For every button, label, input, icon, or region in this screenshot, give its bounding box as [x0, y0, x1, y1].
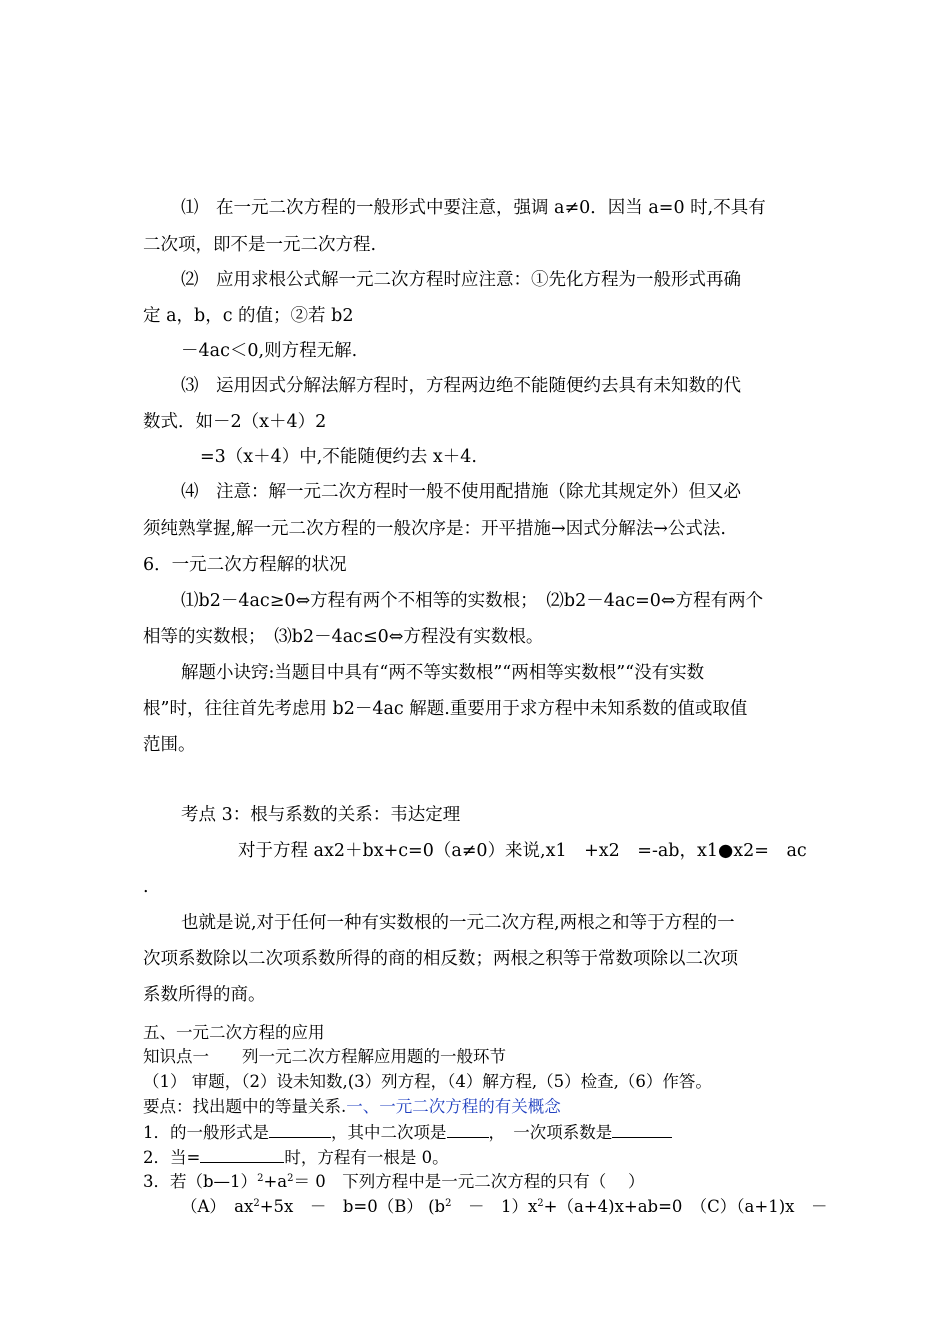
superscript: 2 [537, 1198, 544, 1209]
question-1-part-a: 1．的一般形式是 [143, 1123, 269, 1142]
superscript: 2 [445, 1198, 452, 1209]
question-2-part-a: 2．当= [143, 1148, 201, 1167]
topic-3-line-2: 次项系数除以二次项系数所得的商的相反数；两根之积等于常数项除以二次项 [143, 949, 738, 969]
section-6-line-2: 相等的实数根； ⑶b2－4ac≤0⇔方程没有实数根。 [143, 627, 544, 647]
superscript: 2 [257, 1173, 264, 1184]
topic-3-line-1: 也就是说,对于任何一种有实数根的一元二次方程,两根之和等于方程的一 [181, 913, 735, 933]
point-1-line-1: ⑴ 在一元二次方程的一般形式中要注意，强调 a≠0．因当 a=0 时,不具有 [181, 198, 766, 218]
tip-line-2: 根”时，往往首先考虑用 b2－4ac 解题.重要用于求方程中未知系数的值或取值 [143, 699, 748, 719]
point-2-line-1: ⑵ 应用求根公式解一元二次方程时应注意：①先化方程为一般形式再确 [181, 270, 741, 290]
knowledge-point-1: 知识点一 列一元二次方程解应用题的一般环节 [143, 1047, 506, 1066]
key-point-text: 要点：找出题中的等量关系. [143, 1097, 347, 1116]
question-2 [143, 1146, 449, 1169]
point-3-line-1: ⑶ 运用因式分解法解方程时，方程两边绝不能随便约去具有未知数的代 [181, 376, 741, 396]
option-b: +5x － b=0（B） (b [259, 1197, 446, 1216]
point-3-line-3: =3（x＋4）中,不能随便约去 x＋4. [200, 447, 477, 467]
section-5-title: 五、一元二次方程的应用 [143, 1023, 325, 1042]
topic-3-title: 考点 3：根与系数的关系：韦达定理 [181, 805, 461, 825]
option-c: +（a+4)x+ab=0 （C）（a+1)x － [543, 1197, 828, 1216]
topic-3-line-3: 系数所得的商。 [143, 985, 266, 1005]
question-3-part-a: 3．若（b—1） [143, 1172, 258, 1191]
question-3-part-b: +a [263, 1172, 288, 1191]
answer-blank[interactable] [269, 1121, 331, 1138]
answer-blank[interactable] [612, 1121, 672, 1138]
answer-blank[interactable] [200, 1146, 284, 1163]
question-3-options [181, 1196, 827, 1218]
solution-steps: （1） 审题，（2）设未知数,(3）列方程，（4）解方程,（5）检查,（6）作答。 [143, 1072, 712, 1091]
question-2-part-b: 时，方程有一根是 0。 [284, 1148, 449, 1167]
question-3 [143, 1171, 644, 1193]
question-1-part-b: ，其中二次项是 [331, 1123, 447, 1142]
superscript: 2 [287, 1173, 294, 1184]
question-3-part-c: ＝ 0 下列方程中是一元二次方程的只有（ ） [293, 1172, 645, 1191]
vieta-formula: 对于方程 ax2＋bx+c=0（a≠0）来说,x1 +x2 =-ab，x1●x2= ac [238, 841, 807, 861]
superscript: 2 [253, 1198, 260, 1209]
question-1 [143, 1121, 672, 1144]
answer-blank[interactable] [447, 1121, 489, 1138]
concept-heading: 一、一元二次方程的有关概念 [346, 1097, 561, 1116]
option-b-cont: － 1）x [451, 1197, 538, 1216]
point-1-line-2: 二次项，即不是一元二次方程. [143, 235, 377, 255]
tip-line-1: 解题小诀窍:当题目中具有“两不等实数根”“两相等实数根”“没有实数 [181, 663, 705, 683]
point-2-line-3: －4ac＜0,则方程无解. [181, 341, 358, 361]
question-1-part-c: ， 一次项系数是 [488, 1123, 613, 1142]
point-4-line-1: ⑷ 注意：解一元二次方程时一般不使用配措施（除尤其规定外）但又必 [181, 482, 741, 502]
section-6-line-1: ⑴b2－4ac≥0⇔方程有两个不相等的实数根； ⑵b2－4ac=0⇔方程有两个 [181, 591, 764, 611]
vieta-formula-dot: . [143, 877, 149, 897]
point-4-line-2: 须纯熟掌握,解一元二次方程的一般次序是：开平措施→因式分解法→公式法. [143, 519, 726, 539]
section-6-title: 6．一元二次方程解的状况 [143, 555, 347, 575]
tip-line-3: 范围。 [143, 735, 196, 755]
key-point-line [143, 1096, 561, 1118]
point-2-line-2: 定 a，b，c 的值；②若 b2 [143, 306, 354, 326]
option-a: （A） ax [181, 1197, 254, 1216]
point-3-line-2: 数式．如－2（x＋4）2 [143, 412, 327, 432]
